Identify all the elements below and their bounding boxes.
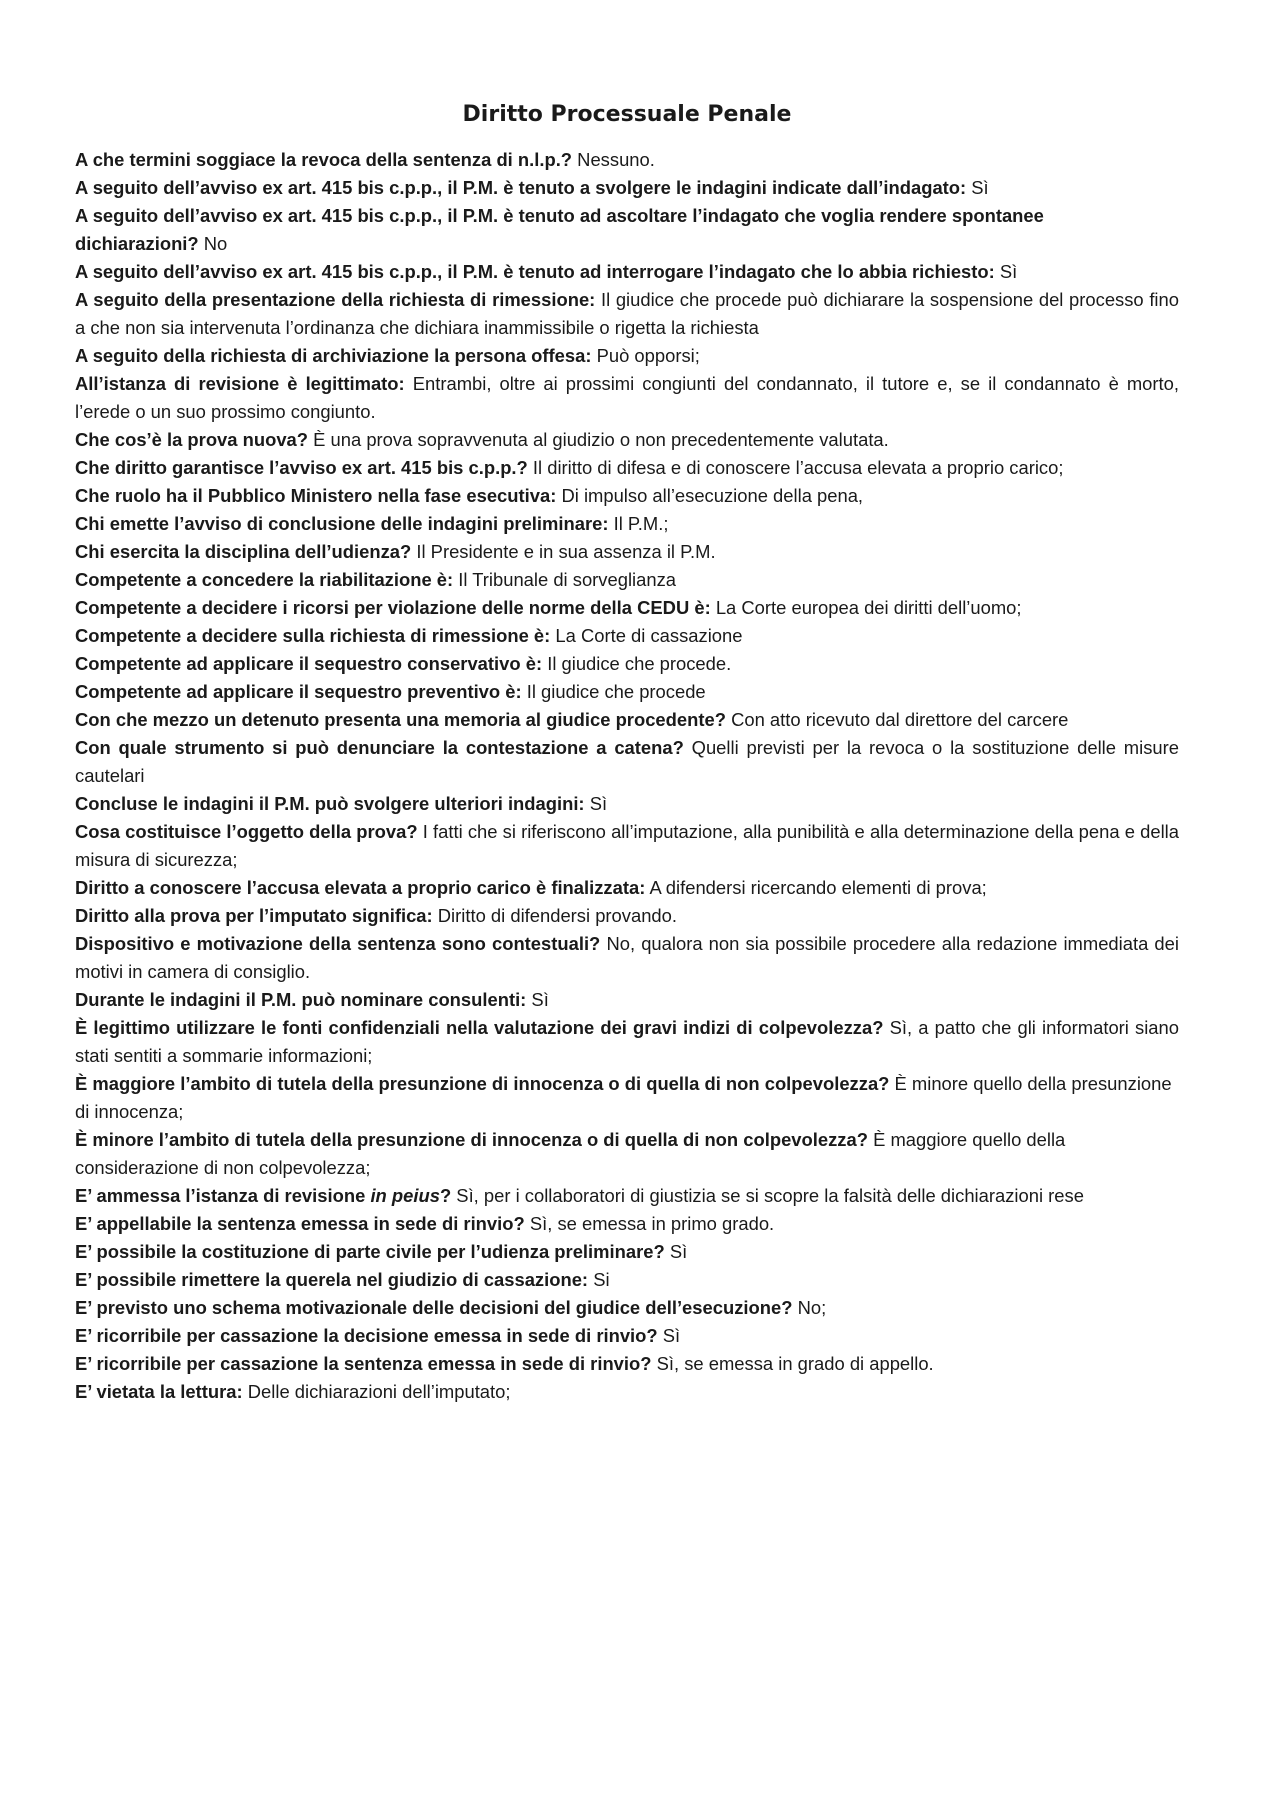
qa-item <box>75 286 1179 342</box>
qa-item <box>75 986 1179 1014</box>
answer-text: Sì <box>589 793 608 814</box>
question-text: E’ ammessa l’istanza di revisione <box>75 1185 366 1206</box>
question-text: A seguito dell’avviso ex art. 415 bis c.p.p., il P.M. è tenuto ad ascoltare l’indagato che voglia rendere spontanee <box>75 205 1044 226</box>
document-title: Diritto Processuale Penale <box>462 102 792 127</box>
qa-item <box>75 1322 1179 1350</box>
qa-item <box>75 538 1179 566</box>
qa-item <box>75 1238 1179 1266</box>
answer-text: Sì, se emessa in primo grado. <box>529 1213 775 1234</box>
answer-text: È minore quello della presunzione <box>894 1073 1172 1094</box>
question-text: Chi emette l’avviso di conclusione delle indagini preliminare: <box>75 513 609 534</box>
qa-item <box>75 174 1179 202</box>
qa-item <box>75 930 1179 986</box>
question-text: Diritto alla prova per l’imputato significa: <box>75 905 433 926</box>
qa-item <box>75 818 1179 874</box>
answer-text: Sì <box>531 989 549 1010</box>
question-text: È legittimo utilizzare le fonti confidenziali nella valutazione dei gravi indizi di colpevolezza? <box>75 1017 884 1038</box>
answer-text: Il Presidente e in sua assenza il P.M. <box>416 541 716 562</box>
question-text: E’ ricorribile per cassazione la sentenza emessa in sede di rinvio? <box>75 1353 652 1374</box>
answer-text: Può opporsi; <box>596 345 700 366</box>
qa-item <box>75 202 1179 258</box>
qa-item <box>75 1182 1179 1210</box>
answer-text: Si <box>593 1269 610 1290</box>
answer-text: La Corte di cassazione <box>555 625 743 646</box>
answer-text: I fatti che si riferiscono all’imputazione, alla punibilità e alla determinazione della pena e della misura di sicurezza; <box>75 821 1179 870</box>
qa-item <box>75 258 1179 286</box>
question-text: Cosa costituisce l’oggetto della prova? <box>75 821 418 842</box>
question-text: E’ appellabile la sentenza emessa in sede di rinvio? <box>75 1213 525 1234</box>
qa-item <box>75 678 1179 706</box>
question-text: Competente a concedere la riabilitazione è: <box>75 569 454 590</box>
question-text: E’ possibile la costituzione di parte civile per l’udienza preliminare? <box>75 1241 665 1262</box>
question-text: Concluse le indagini il P.M. può svolgere ulteriori indagini: <box>75 793 585 814</box>
answer-text: Sì, a patto che gli informatori siano stati sentiti a sommarie informazioni; <box>75 1017 1179 1066</box>
question-text: A seguito della presentazione della richiesta di rimessione: <box>75 289 596 310</box>
answer-text: Entrambi, oltre ai prossimi congiunti del condannato, il tutore e, se il condannato è morto, l’erede o un suo prossimo congiunto. <box>75 373 1179 422</box>
answer-text: Sì <box>669 1241 688 1262</box>
qa-item <box>75 650 1179 678</box>
question-tail: ? <box>439 1185 452 1206</box>
qa-list <box>75 146 1179 1406</box>
qa-item <box>75 902 1179 930</box>
answer-text: È una prova sopravvenuta al giudizio o non precedentemente valutata. <box>313 429 889 450</box>
answer-text: Sì, per i collaboratori di giustizia se si scopre la falsità delle dichiarazioni rese <box>456 1185 1084 1206</box>
qa-item <box>75 146 1179 174</box>
qa-item <box>75 622 1179 650</box>
answer-text: No, qualora non sia possibile procedere alla redazione immediata dei motivi in camera di consiglio. <box>75 933 1179 982</box>
question-text: Che cos’è la prova nuova? <box>75 429 309 450</box>
answer-text-continued: di innocenza; <box>75 1101 184 1122</box>
qa-item <box>75 1126 1179 1182</box>
question-text: Chi esercita la disciplina dell’udienza? <box>75 541 412 562</box>
question-text: E’ possibile rimettere la querela nel giudizio di cassazione: <box>75 1269 589 1290</box>
answer-text: Il giudice che procede <box>526 681 706 702</box>
qa-item <box>75 874 1179 902</box>
answer-text: È maggiore quello della <box>873 1129 1066 1150</box>
question-emphasis: in peius <box>370 1185 440 1206</box>
question-text: E’ vietata la lettura: <box>75 1381 243 1402</box>
qa-item <box>75 594 1179 622</box>
qa-item <box>75 1210 1179 1238</box>
answer-text: Diritto di difendersi provando. <box>437 905 677 926</box>
qa-item <box>75 1014 1179 1070</box>
qa-item <box>75 1070 1179 1126</box>
answer-text: La Corte europea dei diritti dell’uomo; <box>715 597 1022 618</box>
answer-text: Il Tribunale di sorveglianza <box>458 569 677 590</box>
question-text: Competente ad applicare il sequestro preventivo è: <box>75 681 522 702</box>
question-text: Con quale strumento si può denunciare la contestazione a catena? <box>75 737 684 758</box>
qa-item <box>75 426 1179 454</box>
answer-text: Il diritto di difesa e di conoscere l’accusa elevata a proprio carico; <box>532 457 1064 478</box>
answer-text: Sì <box>999 261 1018 282</box>
answer-text: Quelli previsti per la revoca o la sostituzione delle misure cautelari <box>75 737 1179 786</box>
question-text: A seguito della richiesta di archiviazione la persona offesa: <box>75 345 592 366</box>
qa-item <box>75 482 1179 510</box>
qa-item <box>75 1266 1179 1294</box>
qa-item <box>75 790 1179 818</box>
answer-text: No; <box>797 1297 827 1318</box>
answer-text: Nessuno. <box>577 149 655 170</box>
question-text: Competente a decidere i ricorsi per violazione delle norme della CEDU è: <box>75 597 711 618</box>
question-text: Competente ad applicare il sequestro conservativo è: <box>75 653 543 674</box>
question-text: A che termini soggiace la revoca della sentenza di n.l.p.? <box>75 149 573 170</box>
question-text: Diritto a conoscere l’accusa elevata a proprio carico è finalizzata: <box>75 877 646 898</box>
question-text: E’ ricorribile per cassazione la decisione emessa in sede di rinvio? <box>75 1325 658 1346</box>
qa-item <box>75 1378 1179 1406</box>
answer-text: Il giudice che procede può dichiarare la sospensione del processo fino a che non sia intervenuta l’ordinanza che dichiara inammissibile o rigetta la richiesta <box>75 289 1179 338</box>
qa-item <box>75 1294 1179 1322</box>
qa-item <box>75 734 1179 790</box>
question-text: Che diritto garantisce l’avviso ex art. 415 bis c.p.p.? <box>75 457 528 478</box>
answer-text: Il giudice che procede. <box>547 653 732 674</box>
question-text: Che ruolo ha il Pubblico Ministero nella fase esecutiva: <box>75 485 557 506</box>
answer-text-continued: considerazione di non colpevolezza; <box>75 1157 371 1178</box>
question-text: Durante le indagini il P.M. può nominare consulenti: <box>75 989 527 1010</box>
question-text: Dispositivo e motivazione della sentenza sono contestuali? <box>75 933 601 954</box>
question-text: A seguito dell’avviso ex art. 415 bis c.p.p., il P.M. è tenuto a svolgere le indagini indicate dall’indagato: <box>75 177 967 198</box>
answer-text: Con atto ricevuto dal direttore del carcere <box>731 709 1069 730</box>
answer-text: Sì <box>662 1325 681 1346</box>
question-text-continued: dichiarazioni? <box>75 233 199 254</box>
answer-text: Il P.M.; <box>613 513 669 534</box>
question-text: Competente a decidere sulla richiesta di rimessione è: <box>75 625 551 646</box>
question-text: È maggiore l’ambito di tutela della presunzione di innocenza o di quella di non colpevolezza? <box>75 1073 890 1094</box>
question-text: Con che mezzo un detenuto presenta una memoria al giudice procedente? <box>75 709 726 730</box>
qa-item <box>75 566 1179 594</box>
answer-text: Di impulso all’esecuzione della pena, <box>561 485 864 506</box>
question-text: All’istanza di revisione è legittimato: <box>75 373 405 394</box>
qa-item <box>75 510 1179 538</box>
qa-item <box>75 454 1179 482</box>
qa-item <box>75 370 1179 426</box>
question-text: A seguito dell’avviso ex art. 415 bis c.p.p., il P.M. è tenuto ad interrogare l’indagato che lo abbia richiesto: <box>75 261 995 282</box>
answer-text: Delle dichiarazioni dell’imputato; <box>247 1381 511 1402</box>
question-text: È minore l’ambito di tutela della presunzione di innocenza o di quella di non colpevolezza? <box>75 1129 868 1150</box>
answer-text: No <box>203 233 228 254</box>
answer-text: Sì <box>971 177 989 198</box>
qa-item <box>75 1350 1179 1378</box>
qa-item <box>75 342 1179 370</box>
answer-text: A difendersi ricercando elementi di prova; <box>649 877 987 898</box>
document-page <box>75 100 1179 1406</box>
question-text: E’ previsto uno schema motivazionale delle decisioni del giudice dell’esecuzione? <box>75 1297 793 1318</box>
qa-item <box>75 706 1179 734</box>
answer-text: Sì, se emessa in grado di appello. <box>656 1353 934 1374</box>
